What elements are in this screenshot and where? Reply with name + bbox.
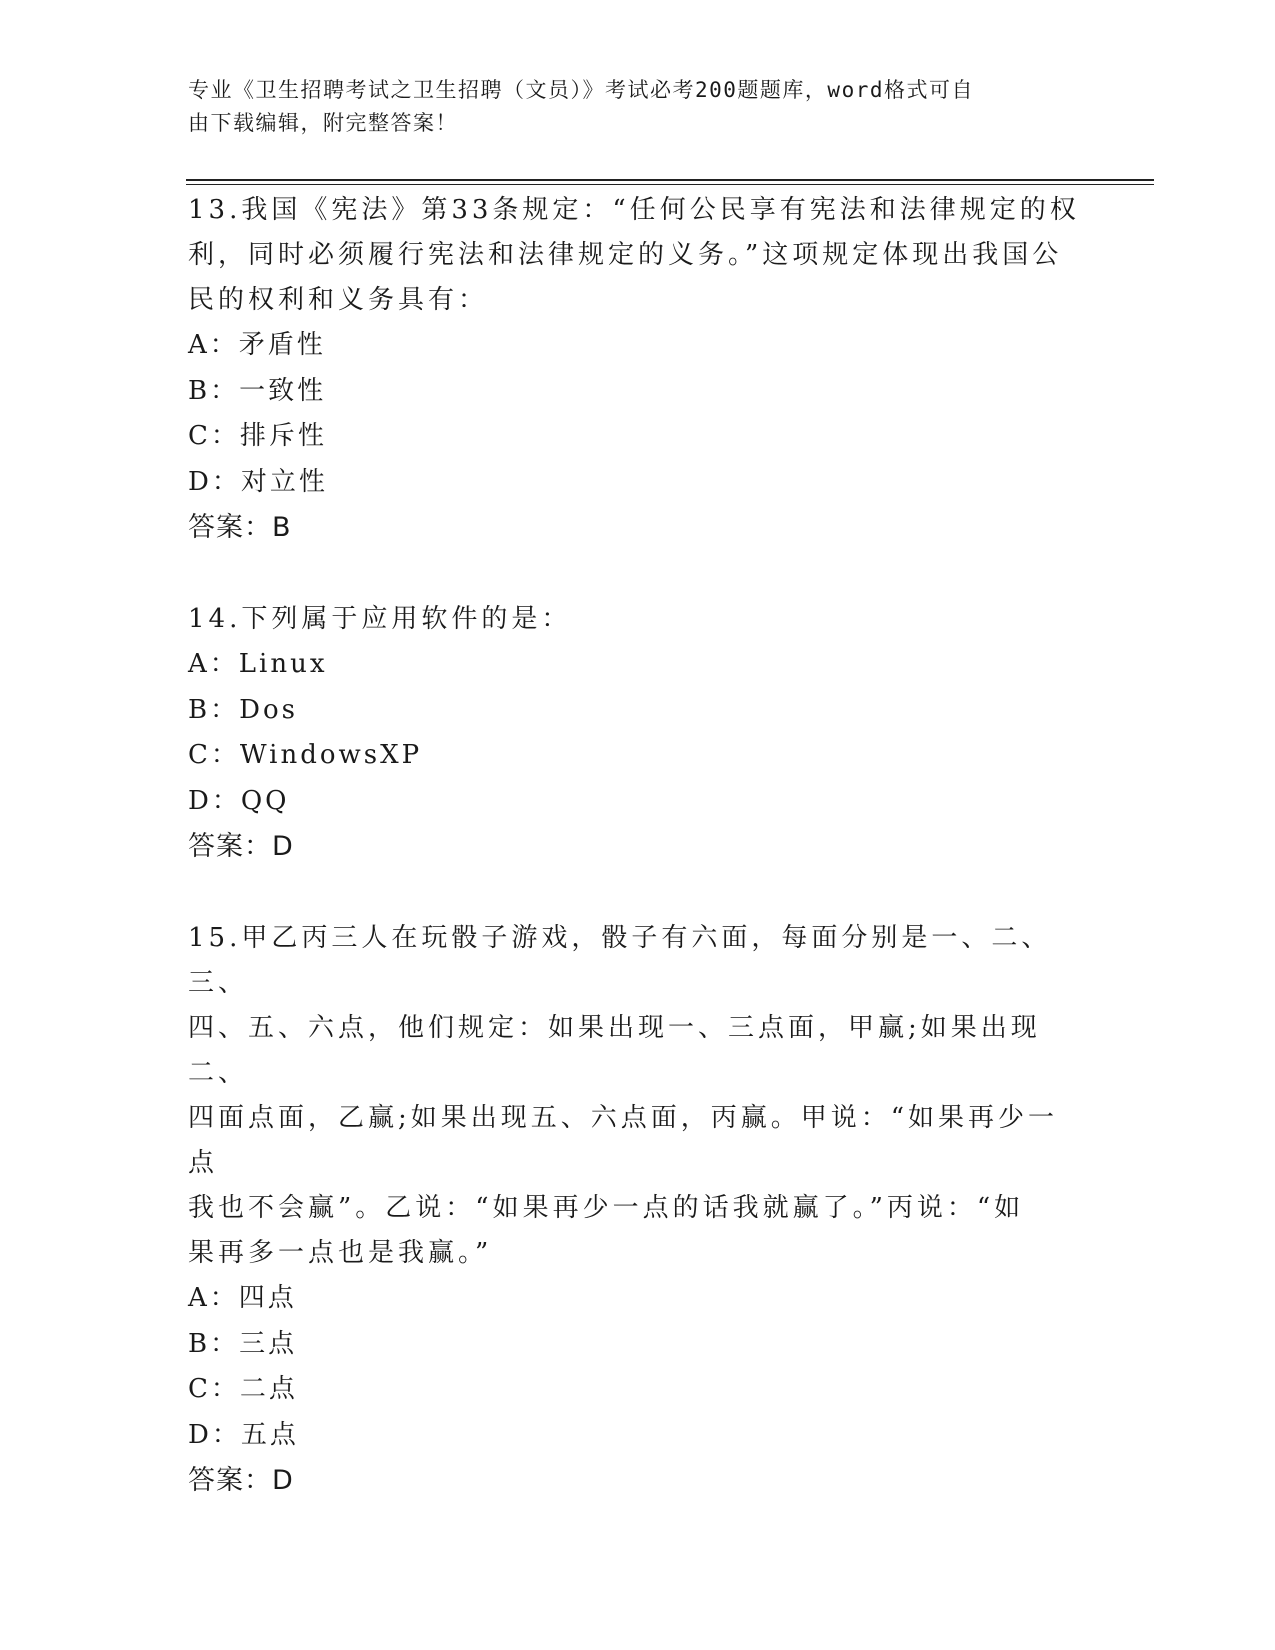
- option-c: C：排斥性: [188, 421, 327, 451]
- header-line-2: 由下载编辑，附完整答案！: [188, 111, 458, 135]
- question-text-line: 14.下列属于应用软件的是：: [188, 604, 572, 634]
- document-header: [188, 74, 1068, 140]
- option-b: B：Dos: [188, 694, 298, 725]
- option-b: B：三点: [188, 1328, 298, 1359]
- option-c: C：WindowsXP: [188, 740, 423, 770]
- question-spacer: [188, 870, 1088, 916]
- question-text: [188, 916, 1088, 1276]
- option-c: C：二点: [188, 1374, 298, 1404]
- answer: 答案：B: [188, 512, 292, 543]
- option-a: A：Linux: [188, 649, 328, 679]
- option-a: A：四点: [188, 1283, 297, 1313]
- question-13: [188, 188, 1088, 551]
- question-text-line: 民的权利和义务具有：: [188, 285, 489, 315]
- option-a: A：矛盾性: [188, 330, 326, 360]
- question-text-line: 四面点面，乙赢;如果出现五、六点面，丙赢。甲说：“如果再少一点: [188, 1103, 1059, 1178]
- question-15: [188, 916, 1088, 1504]
- option-b: B：一致性: [188, 375, 327, 406]
- option-d: D：五点: [188, 1419, 299, 1450]
- question-spacer: [188, 551, 1088, 597]
- question-text-line: 果再多一点也是我赢。”: [188, 1238, 493, 1268]
- answer: 答案：D: [188, 831, 294, 862]
- question-text: [188, 188, 1088, 323]
- question-text-line: 利，同时必须履行宪法和法律规定的义务。”这项规定体现出我国公: [188, 240, 1063, 270]
- question-list: [188, 188, 1088, 1504]
- header-divider-thick: [186, 179, 1154, 181]
- header-divider-thin: [186, 184, 1154, 185]
- question-text-line: 四、五、六点，他们规定：如果出现一、三点面，甲赢;如果出现二、: [188, 1013, 1041, 1088]
- option-d: D：QQ: [188, 785, 290, 816]
- answer: 答案：D: [188, 1465, 294, 1496]
- question-text-line: 我也不会赢”。乙说：“如果再少一点的话我就赢了。”丙说：“如: [188, 1193, 1025, 1223]
- question-text-line: 13.我国《宪法》第33条规定：“任何公民享有宪法和法律规定的权: [188, 195, 1080, 225]
- option-d: D：对立性: [188, 466, 328, 497]
- question-14: [188, 597, 1088, 870]
- question-text: [188, 597, 1088, 642]
- question-text-line: 15.甲乙丙三人在玩骰子游戏，骰子有六面，每面分别是一、二、三、: [188, 923, 1052, 998]
- header-line-1: 专业《卫生招聘考试之卫生招聘（文员）》考试必考200题题库，word格式可自: [188, 78, 974, 102]
